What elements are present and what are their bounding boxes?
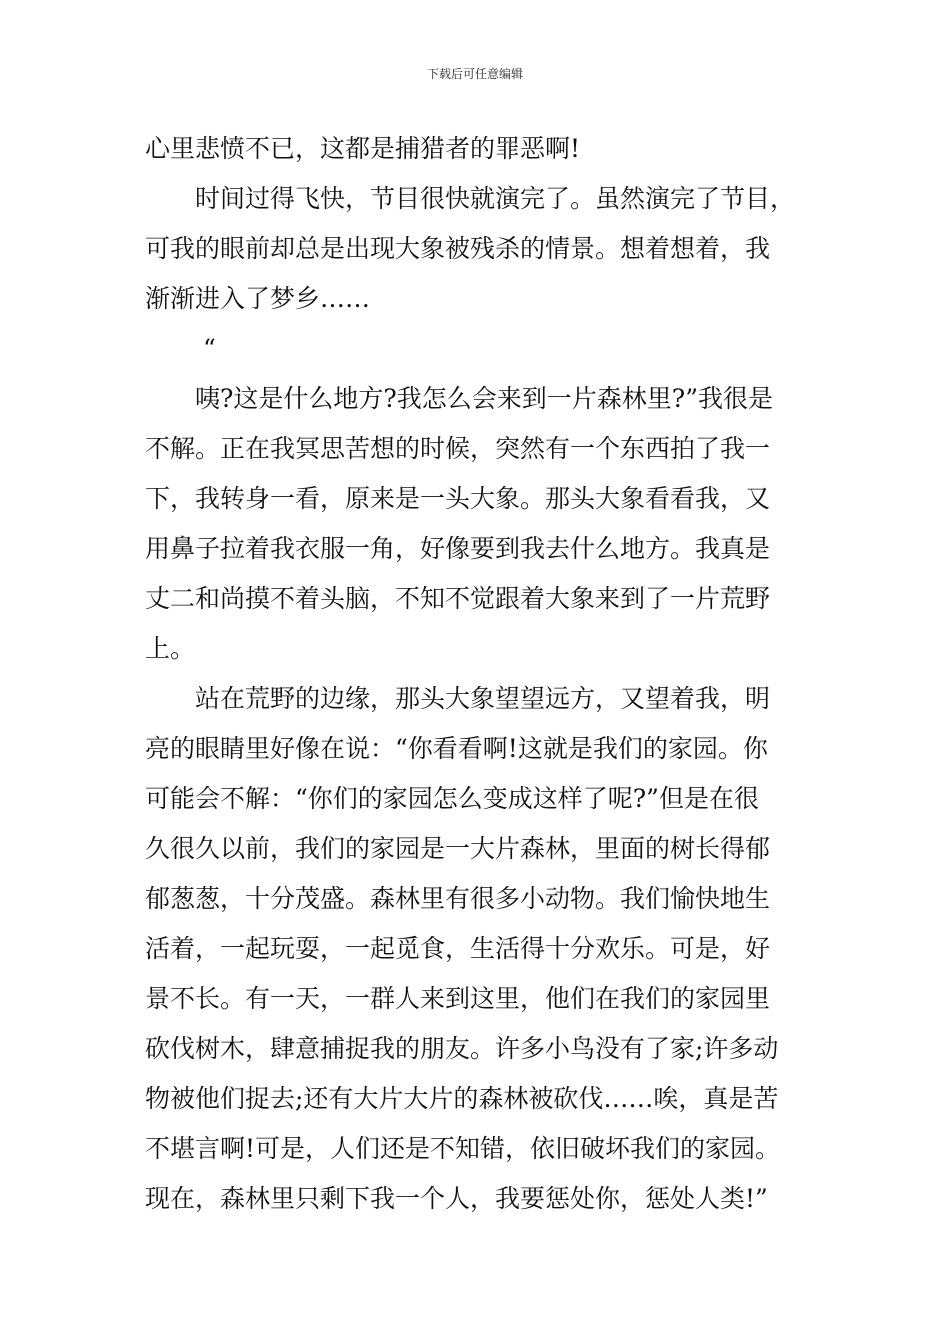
- text-line: 郁葱葱，十分茂盛。森林里有很多小动物。我们愉快地生: [145, 884, 771, 913]
- text-line: 物被他们捉去;还有大片大片的森林被砍伐……唉，真是苦: [145, 1084, 779, 1113]
- text-line: 可我的眼前却总是出现大象被残杀的情景。想着想着，我: [145, 234, 771, 263]
- text-line: 久很久以前，我们的家园是一大片森林，里面的树长得郁: [145, 834, 771, 863]
- text-line: 砍伐树木，肆意捕捉我的朋友。许多小鸟没有了家;许多动: [145, 1034, 779, 1063]
- text-line: 不解。正在我冥思苦想的时候，突然有一个东西拍了我一: [145, 434, 771, 463]
- text-line: 下，我转身一看，原来是一头大象。那头大象看看我，又: [145, 484, 771, 513]
- text-line: 现在，森林里只剩下我一个人，我要惩处你，惩处人类!”: [145, 1184, 768, 1213]
- text-line: 丈二和尚摸不着头脑，不知不觉跟着大象来到了一片荒野: [145, 584, 771, 613]
- text-line: 时间过得飞快，节目很快就演完了。虽然演完了节目，: [195, 184, 796, 213]
- text-line: 渐渐进入了梦乡……: [145, 284, 371, 313]
- text-line: 上。: [145, 634, 196, 663]
- page-header: 下载后可任意编辑: [426, 67, 523, 81]
- text-line: 可能会不解：“你们的家园怎么变成这样了呢?”但是在很: [145, 784, 759, 813]
- text-line: 活着，一起玩耍，一起觅食，生活得十分欢乐。可是，好: [145, 934, 771, 963]
- text-line: 不堪言啊!可是，人们还是不知错，依旧破坏我们的家园。: [145, 1134, 781, 1163]
- text-line: 景不长。有一天，一群人来到这里，他们在我们的家园里: [145, 984, 771, 1013]
- text-line: 心里悲愤不已，这都是捕猎者的罪恶啊!: [145, 134, 581, 163]
- text-line: 亮的眼睛里好像在说：“你看看啊!这就是我们的家园。你: [145, 734, 768, 763]
- text-line: 咦?这是什么地方?我怎么会来到一片森林里?”我很是: [195, 384, 773, 413]
- text-line: 用鼻子拉着我衣服一角，好像要到我去什么地方。我真是: [145, 534, 771, 563]
- quote-mark: “: [203, 334, 216, 363]
- text-line: 站在荒野的边缘，那头大象望望远方，又望着我，明: [195, 684, 771, 713]
